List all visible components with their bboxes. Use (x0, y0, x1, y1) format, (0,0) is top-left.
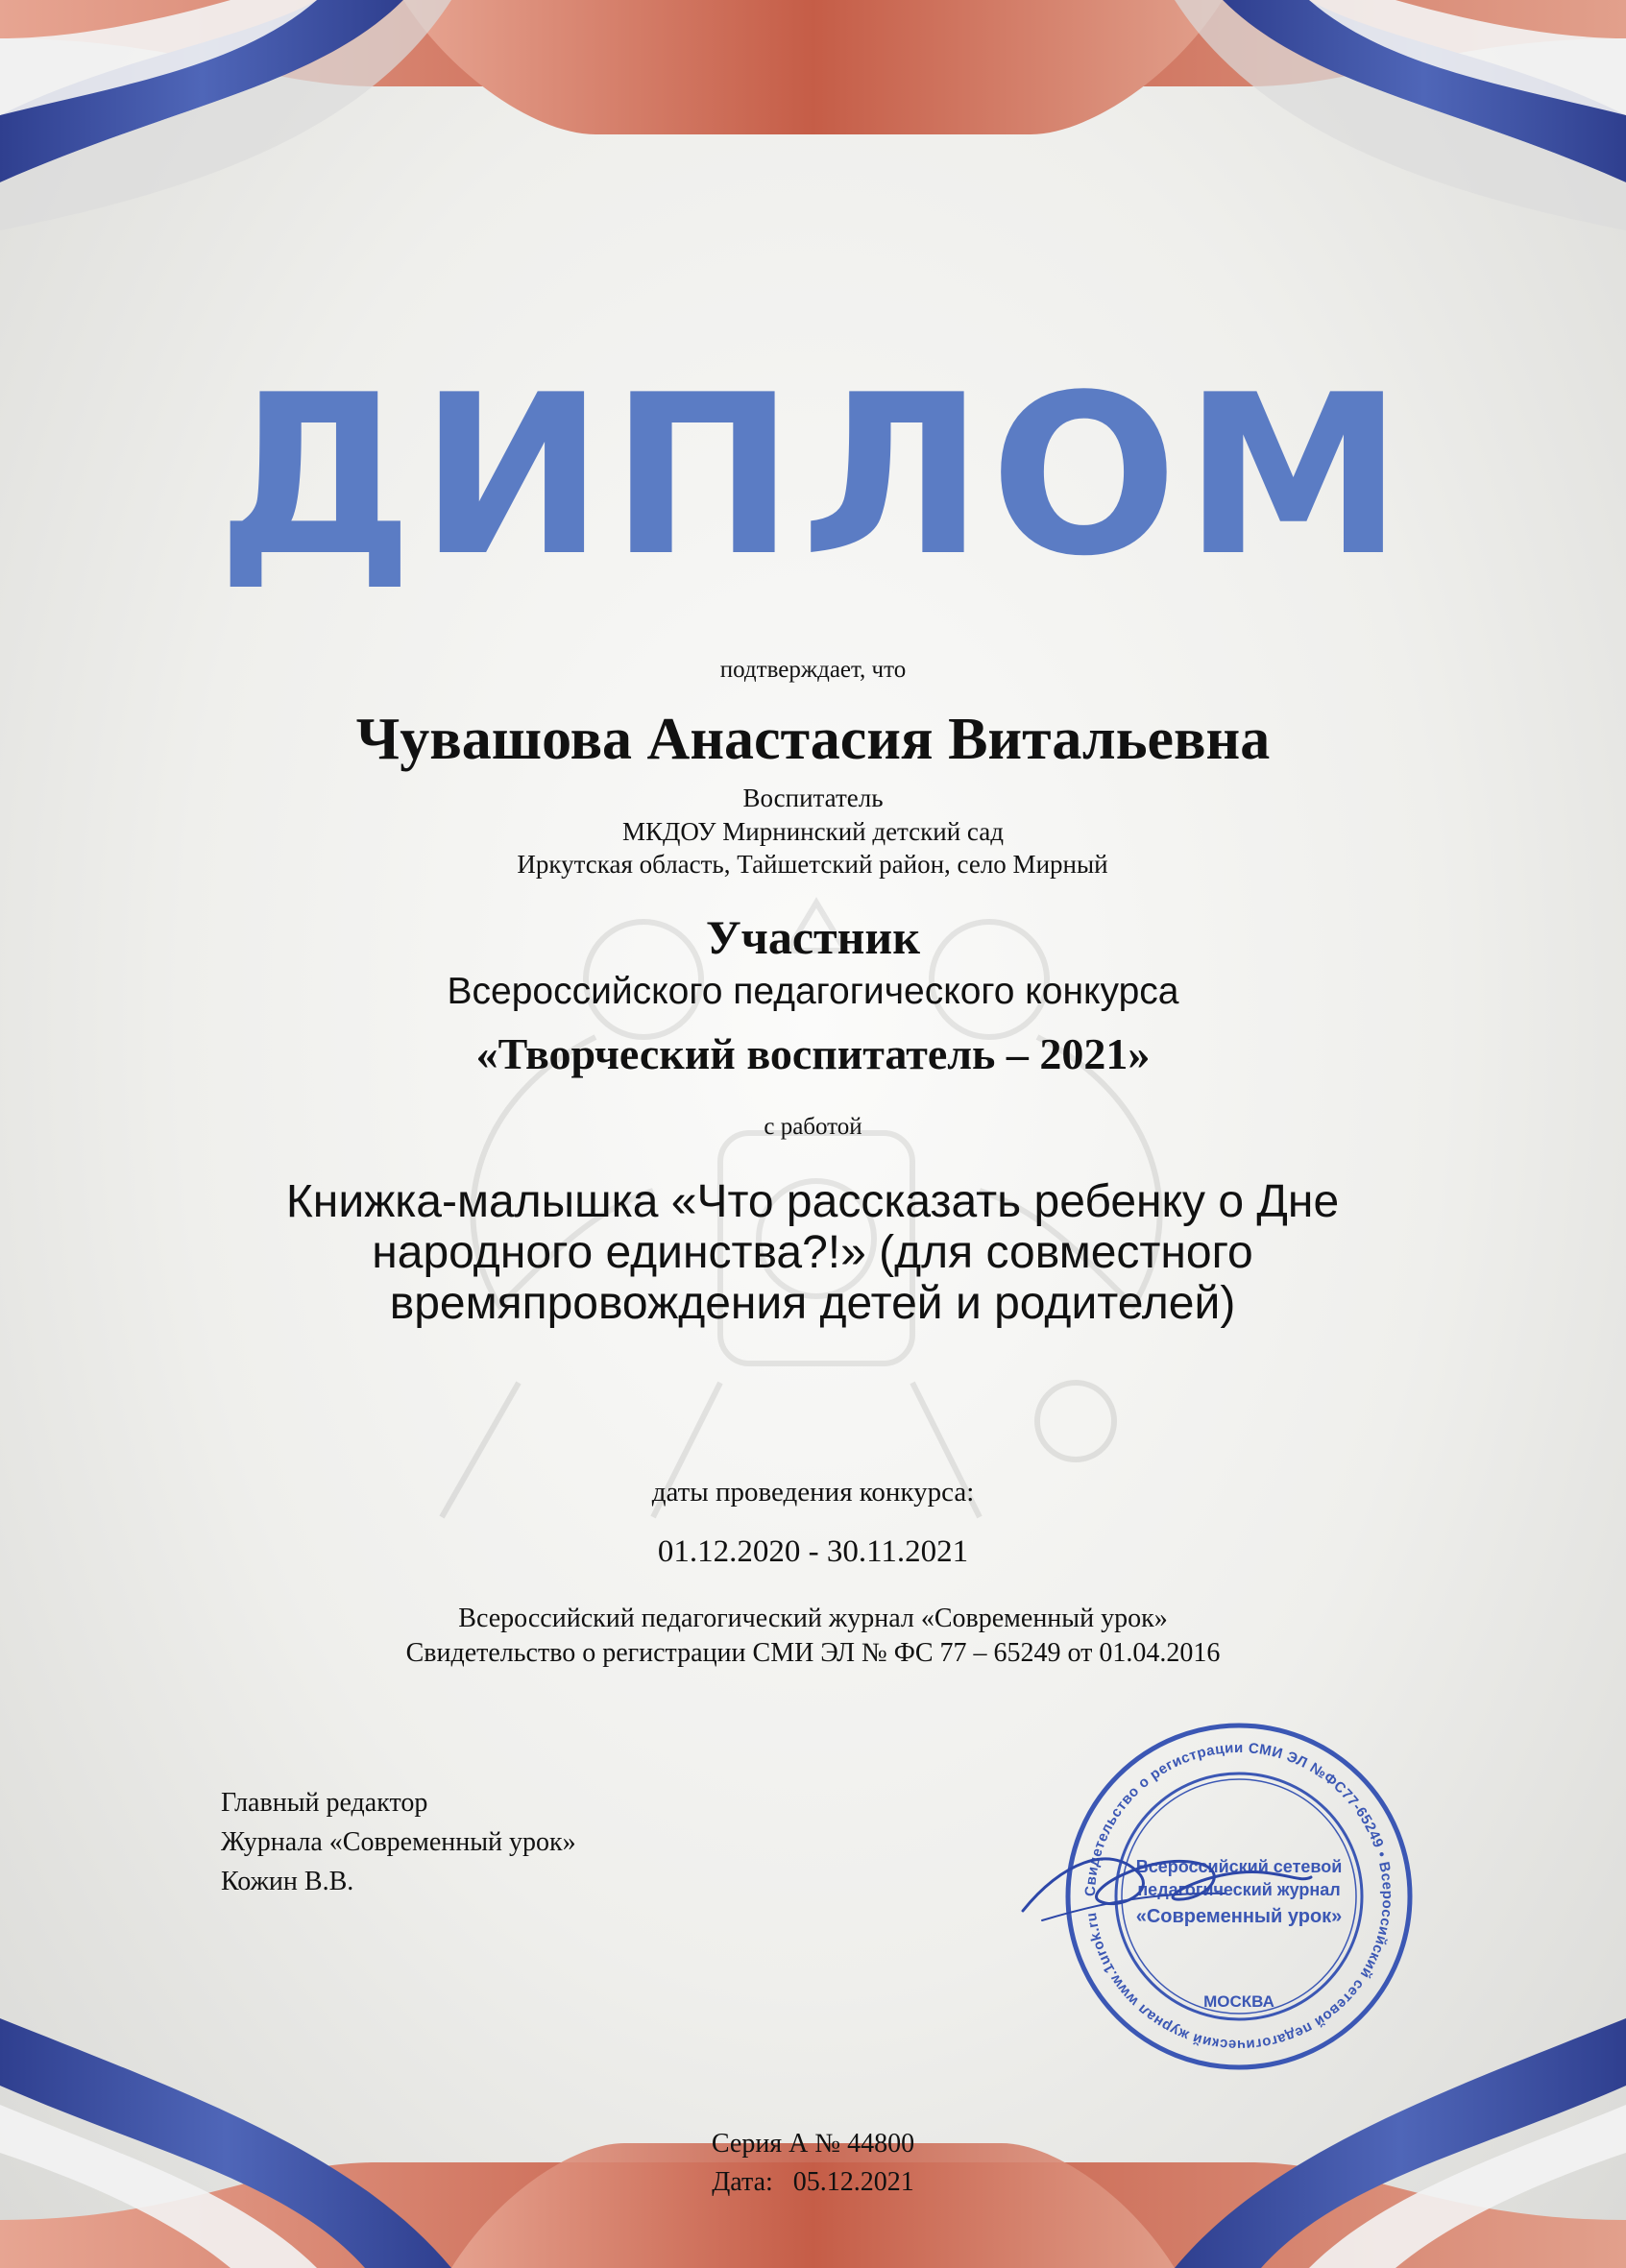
svg-text:педагогический журнал: педагогический журнал (1137, 1880, 1341, 1899)
registration-info: Свидетельство о регистрации СМИ ЭЛ № ФС 77 – 65249 от 01.04.2016 (405, 1638, 1221, 1668)
contest-type: Всероссийского педагогического конкурса (447, 971, 1179, 1012)
issue-date: Дата: 05.12.2021 (712, 2167, 914, 2197)
recipient-name: Чувашова Анастасия Витальевна (355, 707, 1271, 772)
series-number: Серия А № 44800 (711, 2129, 915, 2159)
contest-name: «Творческий воспитатель – 2021» (475, 1029, 1151, 1078)
with-work-label: с работой (764, 1114, 862, 1140)
confirm-line: подтверждает, что (719, 657, 907, 683)
recipient-organization: МКДОУ Мирнинский детский сад (622, 817, 1004, 846)
work-title: Книжка-малышка «Что рассказать ребенку о Дне народного единства?!» (для совместного времяпровождения детей и родителей) (285, 1176, 1340, 1329)
journal-name: Всероссийский педагогический журнал «Современный урок» (458, 1604, 1168, 1633)
dates-label: даты проведения конкурса: (651, 1477, 975, 1508)
recipient-location: Иркутская область, Тайшетский район, село Мирный (517, 850, 1108, 879)
svg-text:МОСКВА: МОСКВА (1203, 1992, 1274, 2011)
svg-text:Всероссийский сетевой: Всероссийский сетевой (1135, 1857, 1343, 1876)
recipient-position: Воспитатель (742, 784, 884, 812)
editor-name: Кожин В.В. (221, 1867, 354, 1896)
editor-title: Главный редактор (221, 1788, 428, 1818)
svg-text:Свидетельство о регистрации СМ: Свидетельство о регистрации СМИ ЭЛ №ФС77-65249 • Всероссийский сетевой педагогический журнал www.1urok.ru (1081, 1739, 1396, 2054)
editor-journal: Журнала «Современный урок» (221, 1827, 576, 1857)
award-status: Участник (705, 910, 921, 964)
dates-value: 01.12.2020 - 30.11.2021 (657, 1534, 969, 1569)
diploma-title: ДИПЛОМ (216, 349, 1410, 605)
svg-text:«Современный урок»: «Современный урок» (1135, 1906, 1343, 1927)
ribbon-bottom-icon (0, 1865, 1626, 2268)
ribbon-top-icon (0, 0, 1626, 365)
